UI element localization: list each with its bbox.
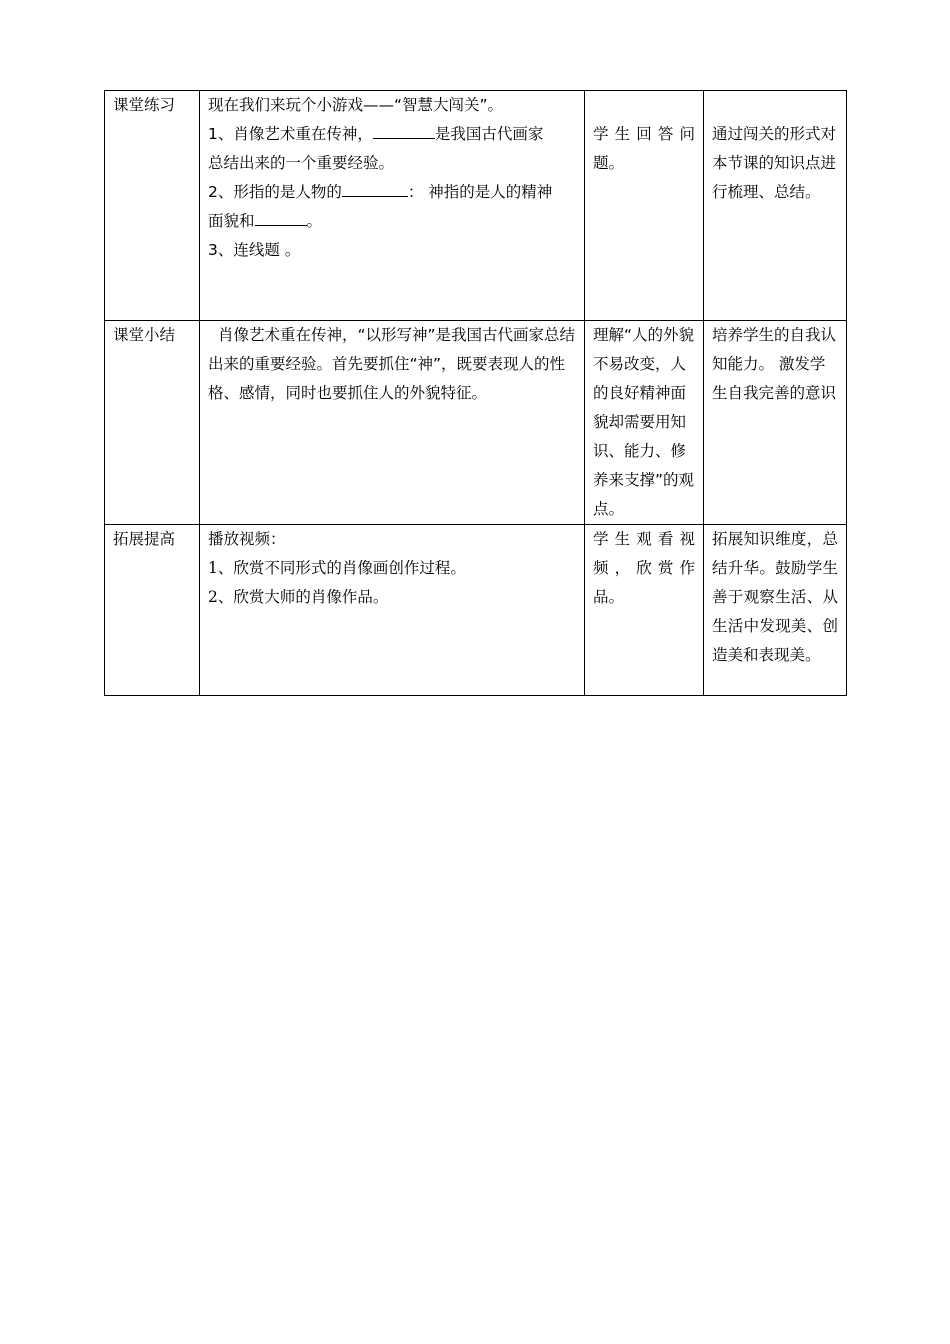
practice-question-3: 3、连线题 。 bbox=[208, 241, 301, 259]
phase-cell: 课堂练习 bbox=[105, 91, 200, 321]
fill-blank bbox=[373, 122, 435, 139]
content-cell: 肖像艺术重在传神，“以形写神”是我国古代画家总结出来的重要经验。首先要抓住“神”，既要表现人的性格、感情，同时也要抓住人的外貌特征。 bbox=[200, 321, 585, 525]
practice-question-1: 1、肖像艺术重在传神， 是我国古代画家 bbox=[208, 120, 576, 149]
fill-blank bbox=[342, 180, 408, 197]
lesson-plan-table bbox=[104, 90, 847, 696]
practice-question-1-cont: 总结出来的一个重要经验。 bbox=[208, 154, 395, 172]
phase-cell: 课堂小结 bbox=[105, 321, 200, 525]
content-cell bbox=[200, 525, 585, 696]
design-purpose-cell: 培养学生的自我认知能力。 激发学生自我完善的意识 bbox=[704, 321, 847, 525]
table-row-extension bbox=[105, 525, 847, 696]
student-activity-cell: 学生回答问题。 bbox=[585, 91, 704, 321]
student-activity-cell: 学生观看视频，欣赏作品。 bbox=[585, 525, 704, 696]
extension-line-1: 播放视频： bbox=[208, 530, 286, 548]
student-activity-cell: 理解“人的外貌不易改变，人的良好精神面貌却需要用知识、能力、修养来支撑”的观点。 bbox=[585, 321, 704, 525]
content-cell bbox=[200, 91, 585, 321]
practice-question-2: 2、形指的是人物的 ： 神指的是人的精神 bbox=[208, 178, 576, 207]
extension-line-2: 1、欣赏不同形式的肖像画创作过程。 bbox=[208, 559, 466, 577]
table-row-practice bbox=[105, 91, 847, 321]
fill-blank bbox=[255, 209, 307, 226]
practice-intro: 现在我们来玩个小游戏——“智慧大闯关”。 bbox=[208, 96, 504, 114]
design-purpose-cell: 通过闯关的形式对本节课的知识点进行梳理、总结。 bbox=[704, 91, 847, 321]
table-row-summary bbox=[105, 321, 847, 525]
design-purpose-cell: 拓展知识维度，总结升华。鼓励学生善于观察生活、从生活中发现美、创造美和表现美。 bbox=[704, 525, 847, 696]
extension-line-3: 2、欣赏大师的肖像作品。 bbox=[208, 588, 389, 606]
practice-question-2-cont: 面貌和 。 bbox=[208, 207, 576, 236]
phase-cell: 拓展提高 bbox=[105, 525, 200, 696]
